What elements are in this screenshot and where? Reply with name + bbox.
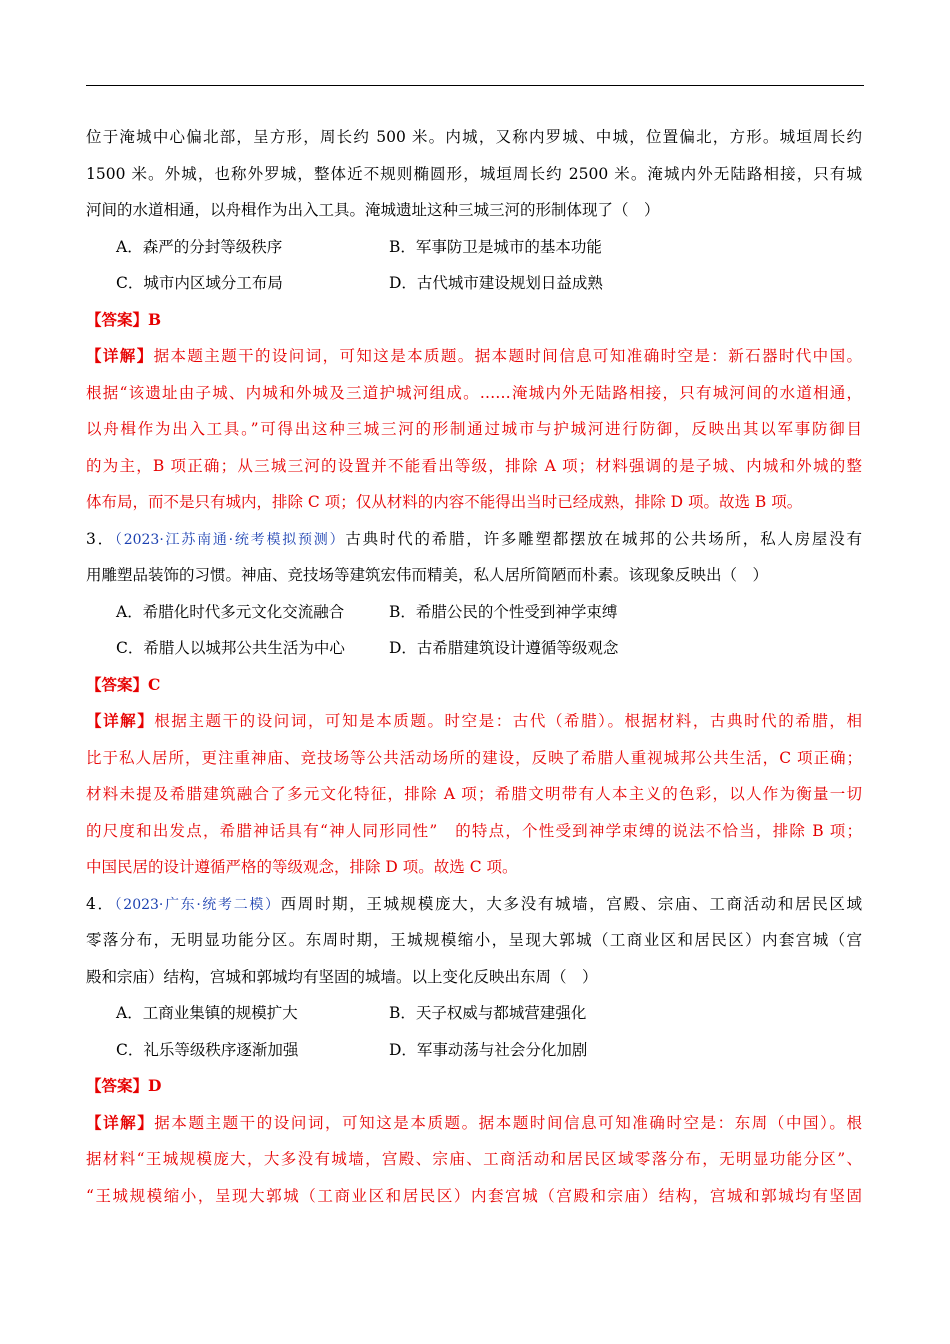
detail-line bbox=[86, 345, 862, 382]
question-text-line: 位于淹城中心偏北部，呈方形，周长约 500 米。内城，又称内罗城、中城，位置偏北，方形。城垣周长约 bbox=[86, 128, 862, 146]
detail-line bbox=[86, 710, 862, 747]
answer-line bbox=[86, 1075, 862, 1112]
detail-label: 【详解】 bbox=[86, 346, 154, 365]
detail-text: 据本题主题干的设问词，可知这是本质题。据本题时间信息可知准确时空是：东周（中国）。根 bbox=[154, 1113, 862, 1132]
detail-line: 据材料“王城规模庞大，大多没有城墙，宫殿、宗庙、工商活动和居民区域零落分布，无明显功能分区”、 bbox=[86, 1150, 862, 1168]
question-3-first-line bbox=[86, 528, 862, 565]
question-text-line: 河间的水道相通，以舟楫作为出入工具。淹城遗址这种三城三河的形制体现了（ ） bbox=[86, 201, 660, 219]
detail-line bbox=[86, 1112, 862, 1149]
question-text-line: 用雕塑品装饰的习惯。神庙、竞技场等建筑宏伟而精美，私人居所简陋而朴素。该现象反映出（ ） bbox=[86, 566, 769, 584]
answer-value: B bbox=[148, 309, 162, 329]
option-a[interactable]: A．工商业集镇的规模扩大 bbox=[116, 1004, 298, 1022]
option-c[interactable]: C．礼乐等级秩序逐渐加强 bbox=[116, 1040, 299, 1059]
options-row bbox=[86, 236, 862, 273]
question-text: 古典时代的希腊，许多雕塑都摆放在城邦的公共场所，私人房屋没有 bbox=[345, 529, 862, 548]
question-text-line: 殿和宗庙）结构，宫城和郭城均有坚固的城墙。以上变化反映出东周（ ） bbox=[86, 967, 598, 986]
option-d[interactable]: D．军事动荡与社会分化加剧 bbox=[389, 1040, 588, 1059]
question-number: 4． bbox=[86, 894, 115, 913]
page-content bbox=[86, 126, 862, 1221]
option-a[interactable]: A．森严的分封等级秩序 bbox=[116, 237, 283, 256]
detail-line: 的为主，B 项正确；从三城三河的设置并不能看出等级，排除 A 项；材料强调的是子城、内城和外城的整 bbox=[86, 456, 862, 475]
detail-line: 中国民居的设计遵循严格的等级观念，排除 D 项。故选 C 项。 bbox=[86, 858, 518, 876]
options-row bbox=[86, 637, 862, 674]
answer-line bbox=[86, 309, 862, 346]
option-c[interactable]: C．希腊人以城邦公共生活为中心 bbox=[116, 639, 345, 657]
question-source: （2023·广东·统考二模） bbox=[114, 896, 281, 913]
options-row bbox=[86, 1002, 862, 1039]
option-b[interactable]: B．希腊公民的个性受到神学束缚 bbox=[389, 602, 618, 621]
detail-line: “王城规模缩小，呈现大郭城（工商业区和居民区）内套宫城（宫殿和宗庙）结构，宫城和郭城均有坚固 bbox=[86, 1186, 862, 1205]
answer-line bbox=[86, 674, 862, 711]
option-c[interactable]: C．城市内区域分工布局 bbox=[116, 274, 283, 292]
detail-label: 【详解】 bbox=[86, 1112, 155, 1132]
answer-value: D bbox=[148, 1076, 162, 1095]
question-source: （2023·江苏南通·统考模拟预测） bbox=[114, 531, 346, 548]
answer-label: 【答案】 bbox=[86, 674, 149, 694]
detail-text: 据本题主题干的设问词，可知这是本质题。据本题时间信息可知准确时空是：新石器时代中国。 bbox=[153, 347, 862, 365]
options-row bbox=[86, 601, 862, 638]
detail-line: 比于私人居所，更注重神庙、竞技场等公共活动场所的建设，反映了希腊人重视城邦公共生活，C 项正确； bbox=[86, 748, 862, 767]
options-row bbox=[86, 1039, 862, 1076]
option-d[interactable]: D．古希腊建筑设计遵循等级观念 bbox=[389, 639, 619, 657]
detail-label: 【详解】 bbox=[86, 711, 155, 730]
option-a[interactable]: A．希腊化时代多元文化交流融合 bbox=[116, 602, 345, 621]
option-b[interactable]: B．军事防卫是城市的基本功能 bbox=[389, 237, 602, 256]
detail-line: 体布局，而不是只有城内，排除 C 项；仅从材料的内容不能得出当时已经成熟，排除 D 项。故选 B 项。 bbox=[86, 493, 803, 511]
header-rule bbox=[86, 85, 864, 86]
detail-line: 根据“该遗址由子城、内城和外城及三道护城河组成。……淹城内外无陆路相接，只有城河间的水道相通， bbox=[86, 383, 862, 402]
detail-line: 材料未提及希腊建筑融合了多元文化特征，排除 A 项；希腊文明带有人本主义的色彩，以人作为衡量一切 bbox=[86, 785, 862, 803]
answer-label: 【答案】 bbox=[86, 309, 149, 329]
options-row bbox=[86, 272, 862, 309]
option-b[interactable]: B．天子权威与都城营建强化 bbox=[389, 1004, 587, 1022]
detail-line: 的尺度和出发点，希腊神话具有“神人同形同性” 的特点，个性受到神学束缚的说法不恰当，排除 B 项； bbox=[86, 821, 862, 840]
option-d[interactable]: D．古代城市建设规划日益成熟 bbox=[389, 274, 603, 292]
detail-text: 根据主题干的设问词，可知是本质题。时空是：古代（希腊）。根据材料，古典时代的希腊，相 bbox=[154, 712, 862, 730]
question-text-line: 1500 米。外城，也称外罗城，整体近不规则椭圆形，城垣周长约 2500 米。淹城内外无陆路相接，只有城 bbox=[86, 164, 862, 183]
question-4-first-line bbox=[86, 893, 862, 930]
question-number: 3． bbox=[86, 529, 115, 548]
question-text: 西周时期，王城规模庞大，大多没有城墙，宫殿、宗庙、工商活动和居民区域 bbox=[280, 894, 862, 913]
answer-label: 【答案】 bbox=[86, 1076, 149, 1095]
answer-value: C bbox=[148, 674, 161, 694]
question-text-line: 零落分布，无明显功能分区。东周时期，王城规模缩小，呈现大郭城（工商业区和居民区）内套宫城（宫 bbox=[86, 931, 862, 949]
detail-line: 以舟楫作为出入工具。”可得出这种三城三河的形制通过城市与护城河进行防御，反映出其以军事防御目 bbox=[86, 420, 862, 438]
